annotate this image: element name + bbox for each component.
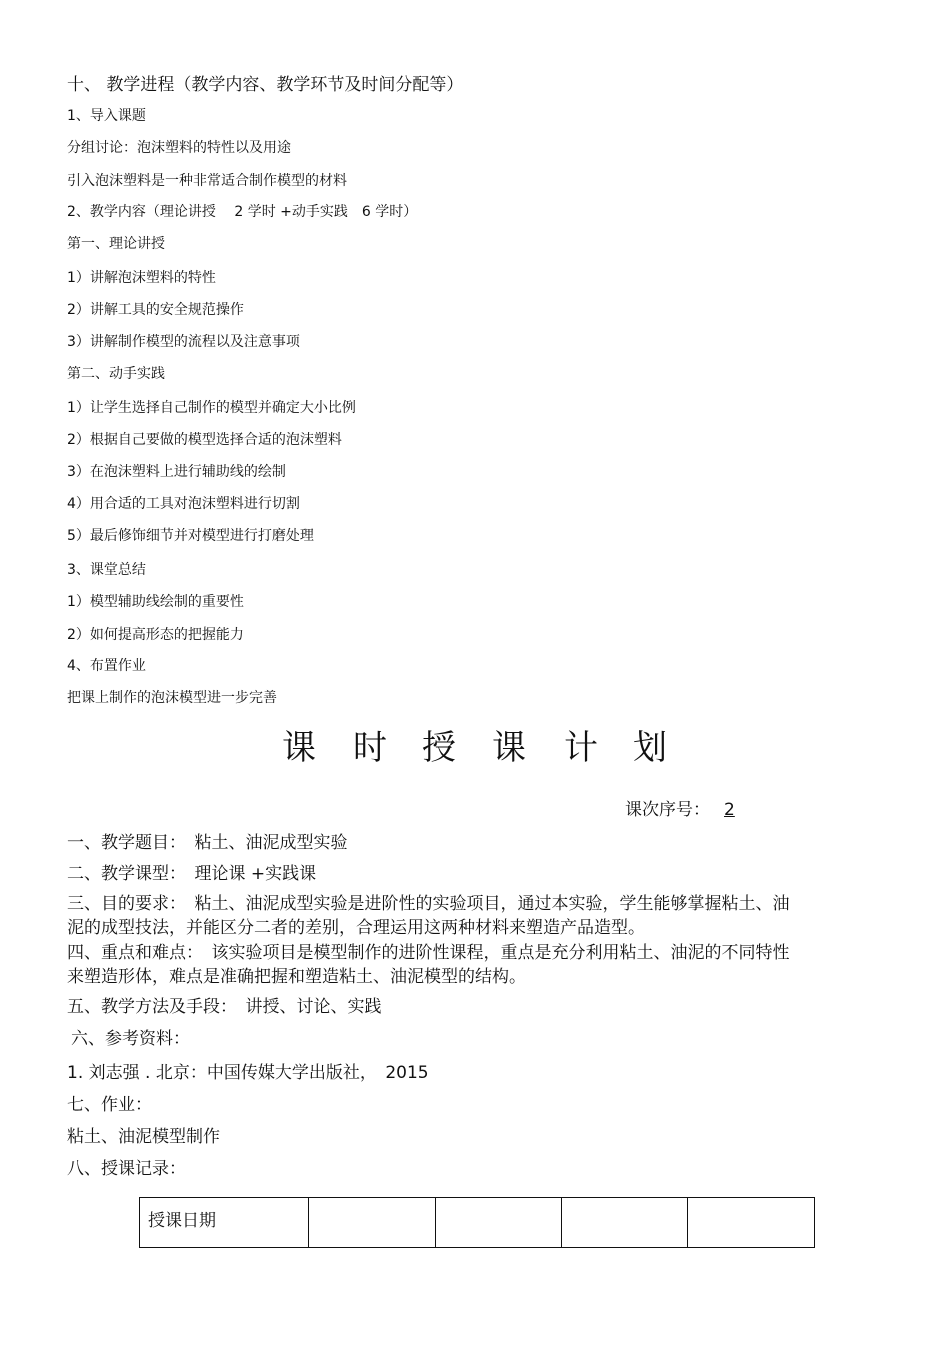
item-teaching-record: 八、授课记录： [67, 1159, 186, 1179]
text-line: 3、课堂总结 [67, 562, 146, 578]
title-char: 授 [422, 728, 458, 768]
reference-entry: 1. 刘志强 . 北京：中国传媒大学出版社， 2015 [67, 1063, 429, 1083]
table-cell [308, 1198, 435, 1248]
lesson-number-value: 2 [724, 800, 735, 820]
text-line: 第一、理论讲授 [67, 236, 165, 252]
table-row [140, 1198, 815, 1248]
table-cell [688, 1198, 815, 1248]
text-line: 2）根据自己要做的模型选择合适的泡沫塑料 [67, 432, 342, 448]
text-line: 2、教学内容（理论讲授 2 学时 +动手实践 6 学时） [67, 204, 418, 220]
item-teaching-topic: 一、教学题目： 粘土、油泥成型实验 [67, 833, 348, 853]
text-line: 3）讲解制作模型的流程以及注意事项 [67, 334, 300, 350]
text-line: 把课上制作的泡沫模型进一步完善 [67, 690, 277, 706]
text-line: 1）让学生选择自己制作的模型并确定大小比例 [67, 400, 356, 416]
title-char: 课 [282, 728, 318, 768]
page-title [0, 720, 950, 768]
item-course-type: 二、教学课型： 理论课 +实践课 [67, 864, 317, 884]
text-line: 1、导入课题 [67, 108, 146, 124]
text-line: 4、布置作业 [67, 658, 146, 674]
title-char: 划 [633, 728, 669, 768]
text-line: 分组讨论：泡沫塑料的特性以及用途 [67, 140, 291, 156]
title-char: 时 [353, 728, 389, 768]
lesson-number [625, 795, 735, 820]
teaching-record-table [139, 1197, 815, 1248]
table-cell-date-label: 授课日期 [140, 1198, 309, 1248]
section-heading-teaching-process: 十、 教学进程（教学内容、教学环节及时间分配等） [67, 75, 464, 95]
text-line: 1）模型辅助线绘制的重要性 [67, 594, 244, 610]
title-char: 计 [564, 728, 600, 768]
item-objectives-line1: 三、目的要求： 粘土、油泥成型实验是进阶性的实验项目，通过本实验，学生能够掌握粘土、油 [67, 894, 790, 914]
item-references: 六、参考资料： [71, 1029, 190, 1049]
text-line: 5）最后修饰细节并对模型进行打磨处理 [67, 528, 314, 544]
table-cell [562, 1198, 688, 1248]
text-line: 1）讲解泡沫塑料的特性 [67, 270, 216, 286]
text-line: 4）用合适的工具对泡沫塑料进行切割 [67, 496, 300, 512]
text-line: 引入泡沫塑料是一种非常适合制作模型的材料 [67, 173, 347, 189]
item-teaching-methods: 五、教学方法及手段： 讲授、讨论、实践 [67, 997, 382, 1017]
text-line: 2）如何提高形态的把握能力 [67, 627, 244, 643]
table-cell [435, 1198, 562, 1248]
item-key-points-line2: 来塑造形体，难点是准确把握和塑造粘土、油泥模型的结构。 [67, 967, 526, 987]
text-line: 第二、动手实践 [67, 366, 165, 382]
text-line: 3）在泡沫塑料上进行辅助线的绘制 [67, 464, 286, 480]
item-homework: 七、作业： [67, 1095, 152, 1115]
title-char: 课 [492, 728, 528, 768]
text-line: 2）讲解工具的安全规范操作 [67, 302, 244, 318]
item-key-points-line1: 四、重点和难点： 该实验项目是模型制作的进阶性课程，重点是充分利用粘土、油泥的不同特性 [67, 943, 790, 963]
homework-text: 粘土、油泥模型制作 [67, 1127, 220, 1147]
item-objectives-line2: 泥的成型技法，并能区分二者的差别，合理运用这两种材料来塑造产品造型。 [67, 918, 645, 938]
lesson-number-label: 课次序号： [625, 800, 710, 820]
